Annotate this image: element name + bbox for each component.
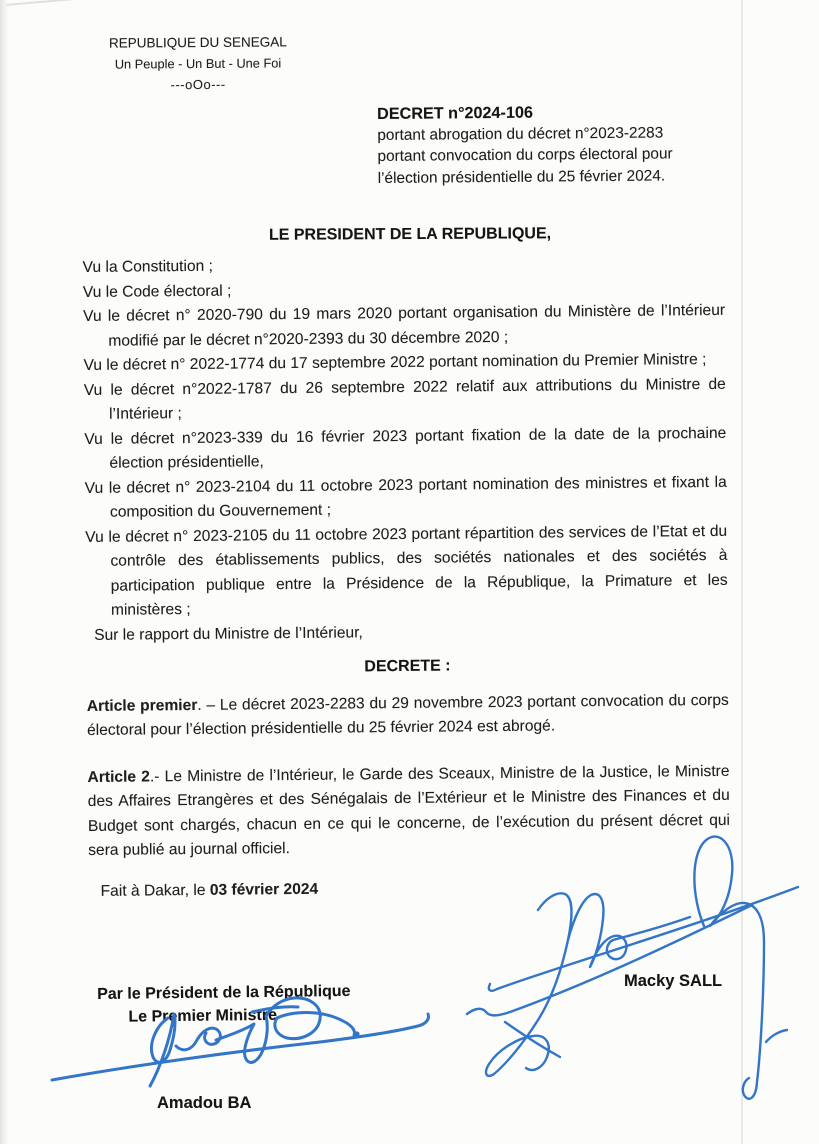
visa-clause: Vu le Code électoral ; xyxy=(82,282,232,301)
decree-heading: DECRETE : xyxy=(364,657,451,676)
prime-minister-name: Amadou BA xyxy=(157,1094,252,1112)
article-2-separator: .- xyxy=(149,767,165,785)
date-line xyxy=(88,873,730,904)
article-2-text: Le Ministre de l’Intérieur, le Garde des Sceaux, Ministre de la Justice, le Ministre des Affaires Etrangères et des Sénégalais de l’Extérieur et le Ministre des Finances et du Budget sont chargés, chacun en ce qui le concerne, de l’exécution du présent décret qui sera publié au journal officiel. xyxy=(87,762,731,859)
visa-clause: Vu le décret n°2022-1787 du 26 septembre 2022 relatif aux attributions du Ministre de l’Intérieur ; xyxy=(83,375,726,423)
president-heading: LE PRESIDENT DE LA REPUBLIQUE, xyxy=(268,225,552,244)
visa-clause: Vu le décret n° 2020-790 du 19 mars 2020 portant organisation du Ministère de l’Intérieur modifié par le décret n°2020-2393 du 30 décembre 2020 ; xyxy=(83,301,726,350)
decree-subtitle-line: portant convocation du corps électoral pour xyxy=(377,145,673,166)
article-2 xyxy=(87,759,730,863)
visa-clause: Vu le décret n° 2022-1774 du 17 septembre 2022 portant nomination du Premier Ministre ; xyxy=(83,351,707,375)
decree-subtitle-line: portant abrogation du décret n°2023-2283 xyxy=(377,124,664,144)
date-line-date: 03 février 2024 xyxy=(209,880,319,899)
visa-clause: Vu le décret n° 2023-2105 du 11 octobre 2023 portant répartition des services de l’Etat et du contrôle des établissements publics, des sociétés nationales et des sociétés à participation publique entre la Présidence de la République, la Primature et les ministères ; xyxy=(85,522,728,619)
article-1-label: Article premier xyxy=(86,696,198,715)
president-name: Macky SALL xyxy=(624,972,723,990)
report-line: Sur le rapport du Ministre de l’Intérieur, xyxy=(94,623,363,644)
date-line-prefix: Fait à Dakar, le xyxy=(100,881,210,900)
visa-clause: Vu le décret n°2023-339 du 16 février 2023 portant fixation de la date de la prochaine élection présidentielle, xyxy=(84,424,727,472)
article-2-label: Article 2 xyxy=(87,767,150,786)
visa-clause: Vu la Constitution ; xyxy=(82,257,214,277)
decree-subtitle-line: l’élection présidentielle du 25 février 2024. xyxy=(377,167,666,187)
scan-vertical-fold-line xyxy=(741,0,743,1144)
article-1-text: Le décret 2023-2283 du 29 novembre 2023 portant convocation du corps électoral pour l’élection présidentielle du 25 février 2024 est abrogé. xyxy=(86,691,729,739)
letterhead-country: REPUBLIQUE DU SENEGAL xyxy=(108,34,287,51)
decree-body xyxy=(83,250,731,904)
prime-minister-title: Le Premier Ministre xyxy=(128,1006,278,1026)
visa-clause: Vu le décret n° 2023-2104 du 11 octobre 2023 portant nomination des ministres et fixant la composition du Gouvernement ; xyxy=(84,473,727,521)
letterhead xyxy=(100,31,296,95)
pm-signature-block xyxy=(97,980,351,1029)
by-president-line: Par le Président de la République xyxy=(97,982,351,1003)
decree-title-block xyxy=(377,100,723,189)
decree-number: DECRET n°2024-106 xyxy=(377,103,533,123)
scan-corner-mark xyxy=(6,0,80,6)
article-1 xyxy=(87,688,729,743)
letterhead-motto: Un Peuple - Un But - Une Foi xyxy=(114,55,282,72)
letterhead-ornament: ---oOo--- xyxy=(170,76,226,93)
article-1-separator: . – xyxy=(197,696,220,714)
scan-left-edge-shadow xyxy=(0,0,9,1144)
